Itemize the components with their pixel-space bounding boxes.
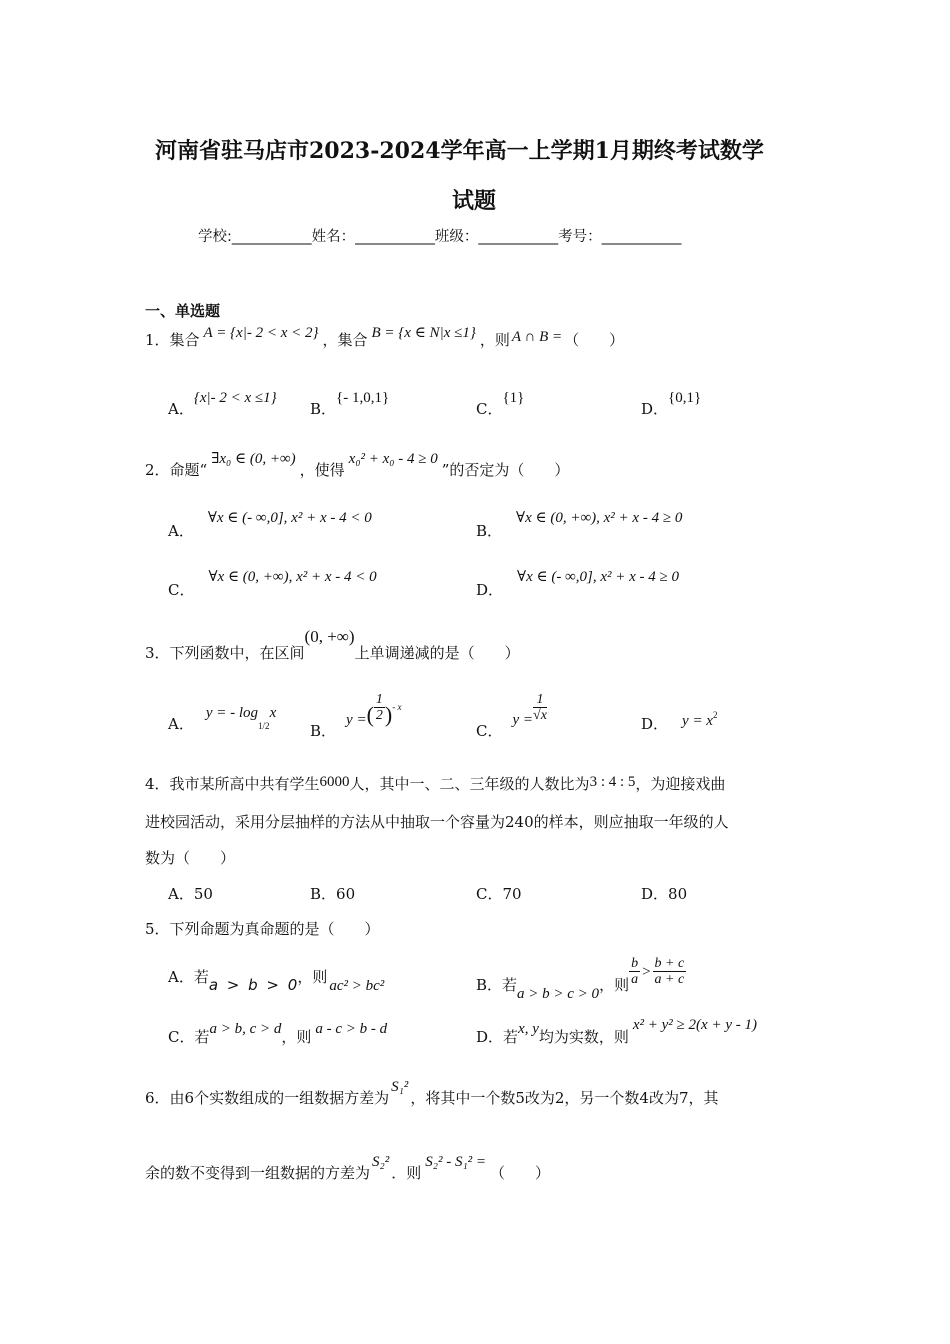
q3-number: 3．下列函数中，在区间: [145, 644, 305, 662]
q3-option-d-exponent: 2: [712, 710, 718, 720]
q5-option-d[interactable]: [476, 1017, 757, 1046]
q5-option-b-right-numerator: b + c: [654, 956, 685, 971]
q4-option-a[interactable]: A．50: [168, 885, 213, 903]
q3-end-text: 上单调递减的是（ ）: [354, 644, 520, 662]
q5-option-a[interactable]: [168, 968, 385, 994]
q3-option-b-fraction: [374, 692, 385, 724]
q2-option-b-value: ∀x ∈ (0, +∞), x² + x - 4 ≥ 0: [516, 510, 683, 526]
q2-option-a[interactable]: [168, 510, 372, 540]
question-4-line3: 数为（ ）: [145, 849, 236, 867]
q6-paren: （ ）: [490, 1164, 551, 1182]
q2-option-b[interactable]: [476, 510, 683, 540]
q1-set-b: B = {x ∈ N|x ≤1}: [371, 325, 476, 341]
question-6-line1: [145, 1079, 719, 1107]
q4-ratio: 3 : 4 : 5: [589, 774, 636, 790]
q1-paren: （ ）: [564, 331, 625, 349]
q3-option-b-lparen: (: [366, 701, 374, 727]
q5-option-a-condition: a > b > 0: [208, 976, 298, 994]
q2-option-d-label: D．: [476, 581, 504, 599]
q5-option-c-then: ，则: [281, 1028, 312, 1046]
q3-option-b-numerator: 1: [375, 692, 383, 707]
section-heading: 一、单选题: [145, 302, 221, 320]
q6-text-b: ，将其中一个数5改为2，另一个数4改为7，其: [410, 1089, 719, 1107]
q5-option-d-vars: x, y: [518, 1021, 539, 1037]
q5-option-b-right-denominator: a + c: [654, 972, 685, 988]
q5-option-b-left-numerator: b: [631, 956, 639, 971]
q3-option-d-value: y = x: [682, 713, 713, 729]
q2-option-c[interactable]: [168, 569, 377, 599]
q3-option-b-rparen: ): [384, 701, 393, 727]
q5-option-b-right-fraction: [653, 956, 687, 988]
q3-option-d[interactable]: [641, 710, 718, 733]
q3-option-c[interactable]: [476, 692, 547, 740]
q3-option-a-value: y = - log: [205, 705, 259, 721]
q1-option-d-label: D．: [641, 400, 669, 418]
q1-option-a[interactable]: [168, 390, 277, 418]
q6-expression: S₂² - S₁² =: [425, 1154, 487, 1170]
q2-option-b-label: B．: [476, 522, 503, 540]
q3-option-b-label: B．: [310, 721, 337, 740]
q3-option-c-numerator: 1: [533, 692, 547, 708]
q3-option-d-label: D．: [641, 715, 669, 733]
q3-interval: (0, +∞): [304, 627, 355, 646]
q3-option-c-label: C．: [476, 721, 503, 740]
q1-option-b-value: {- 1,0,1}: [336, 390, 390, 406]
q5-option-b-left-denominator: a: [631, 972, 639, 988]
q1-then-text: ，则: [479, 331, 510, 349]
q2-option-d-value: ∀x ∈ (- ∞,0], x² + x - 4 ≥ 0: [517, 569, 680, 585]
question-2: [145, 451, 570, 479]
q6-text-a: 6．由6个实数组成的一组数据方差为: [145, 1089, 390, 1107]
q3-option-a-x: x: [269, 705, 277, 721]
page-title-line2: 试题: [452, 188, 497, 214]
q1-option-d[interactable]: [641, 390, 702, 418]
q5-option-b[interactable]: [476, 956, 686, 1002]
q5-option-d-mid: 均为实数，则: [538, 1028, 629, 1046]
q3-option-c-denominator: √x: [533, 708, 547, 724]
q5-option-c-result: a - c > b - d: [315, 1021, 388, 1037]
q3-option-b-value: y =: [346, 711, 367, 728]
q2-inequality: x₀² + x₀ - 4 ≥ 0: [348, 451, 438, 467]
question-5: 5．下列命题为真命题的是（ ）: [145, 920, 380, 938]
question-3: [145, 627, 520, 662]
q2-end-text: ”的否定为（ ）: [441, 461, 570, 479]
q5-option-b-left-fraction: [629, 956, 640, 988]
q3-option-b-denominator: 2: [375, 708, 383, 724]
q6-text-c: 余的数不变得到一组数据的方差为: [145, 1164, 371, 1182]
q1-option-d-value: {0,1}: [668, 390, 702, 406]
q2-number: 2．命题“: [145, 461, 208, 479]
q2-option-a-label: A．: [168, 522, 194, 540]
q2-option-a-value: ∀x ∈ (- ∞,0], x² + x - 4 < 0: [207, 510, 372, 526]
q3-option-b-exponent: - x: [392, 701, 402, 712]
q1-option-c[interactable]: [476, 390, 525, 418]
q4-text-c: ，为迎接戏曲: [635, 775, 726, 793]
q5-option-b-condition: a > b > c > 0: [517, 985, 600, 1002]
q1-option-c-value: {1}: [502, 390, 525, 406]
q2-option-c-value: ∀x ∈ (0, +∞), x² + x - 4 < 0: [208, 569, 377, 585]
q2-option-c-label: C．: [168, 581, 195, 599]
q4-option-b[interactable]: B．60: [310, 885, 356, 903]
q6-s2: S₂²: [372, 1154, 390, 1170]
q3-option-a-base: 1/2: [258, 721, 270, 731]
q4-text-b: 人，其中一、二、三年级的人数比为: [349, 775, 590, 793]
q5-option-c-label: C．若: [168, 1028, 210, 1046]
q5-option-d-result: x² + y² ≥ 2(x + y - 1): [632, 1017, 757, 1033]
q1-option-c-label: C．: [476, 400, 503, 418]
q6-s1: S₁²: [391, 1079, 409, 1095]
q2-option-d[interactable]: [476, 569, 680, 599]
q1-option-b[interactable]: [310, 390, 390, 418]
q5-option-a-result: ac² > bc²: [329, 978, 385, 994]
question-6-line2: [145, 1154, 551, 1182]
q4-students: 6000: [319, 774, 350, 790]
q5-option-b-greater: >: [642, 963, 651, 980]
q1-expression: A ∩ B =: [511, 329, 563, 345]
question-4-line2: 进校园活动，采用分层抽样的方法从中抽取一个容量为240的样本，则应抽取一年级的人: [145, 813, 729, 831]
q5-option-c[interactable]: [168, 1021, 388, 1046]
q5-option-a-label: A．若: [168, 968, 209, 986]
q5-option-b-then: ，则: [599, 975, 630, 994]
q1-set-a: A = {x|- 2 < x < 2}: [203, 325, 319, 341]
q1-option-a-value: {x|- 2 < x ≤1}: [193, 390, 277, 406]
q1-mid-text: ，集合: [322, 331, 368, 349]
q4-text-a: 4．我市某所高中共有学生: [145, 775, 320, 793]
q3-option-b[interactable]: [310, 692, 402, 740]
q2-mid-text: ，使得: [299, 461, 345, 479]
question-4-line1: [145, 774, 726, 793]
student-info-line: 学校:___________姓名：___________班级：___________考号：___________: [198, 229, 682, 245]
q1-option-a-label: A．: [168, 400, 194, 418]
page-title-line1: 河南省驻马店市2023-2024学年高一上学期1月期终考试数学: [155, 138, 764, 164]
q1-option-b-label: B．: [310, 400, 337, 418]
q5-option-d-label: D．若: [476, 1028, 519, 1046]
q4-option-d[interactable]: D．80: [641, 885, 688, 903]
q3-option-a-label: A．: [168, 715, 194, 733]
q4-option-c[interactable]: C．70: [476, 885, 522, 903]
q3-option-a[interactable]: [168, 705, 277, 733]
question-1: [145, 325, 625, 349]
q1-number: 1．集合: [145, 331, 200, 349]
q5-option-b-label: B．若: [476, 975, 518, 994]
q5-option-c-condition: a > b, c > d: [209, 1021, 282, 1037]
q5-option-a-then: ，则: [297, 968, 328, 986]
q6-text-d: ．则: [391, 1164, 422, 1182]
q2-exists: ∃x₀ ∈ (0, +∞): [211, 451, 296, 467]
q3-option-c-fraction: [533, 692, 547, 724]
q3-option-c-value: y =: [512, 711, 534, 728]
